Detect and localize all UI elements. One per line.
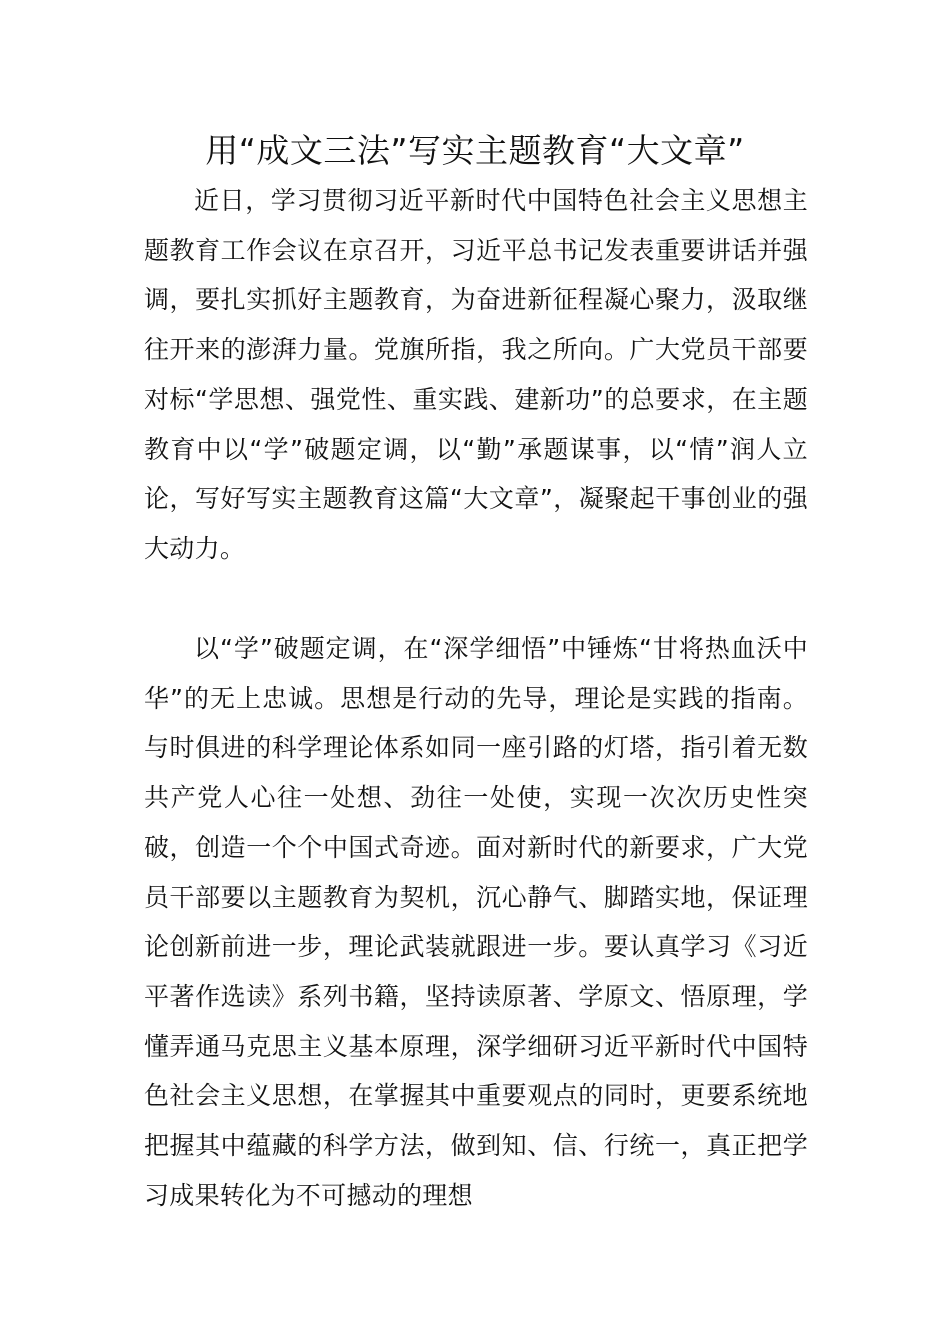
document-title: 用“成文三法”写实主题教育“大文章” — [205, 131, 745, 170]
paragraph-intro: 近日，学习贯彻习近平新时代中国特色社会主义思想主题教育工作会议在京召开，习近平总书记发表重要讲话并强调，要扎实抓好主题教育，为奋进新征程凝心聚力，汲取继往开来的澎湃力量。党旗所指，我之所向。广大党员干部要对标“学思想、强党性、重实践、建新功”的总要求，在主题教育中以“学”破题定调，以“勤”承题谋事，以“情”润人立论，写好写实主题教育这篇“大文章”，凝聚起干事创业的强大动力。 — [144, 186, 808, 563]
paragraph-study: 以“学”破题定调，在“深学细悟”中锤炼“甘将热血沃中华”的无上忠诚。思想是行动的先导，理论是实践的指南。与时俱进的科学理论体系如同一座引路的灯塔，指引着无数共产党人心往一处想、劲往一处使，实现一次次历史性突破，创造一个个中国式奇迹。面对新时代的新要求，广大党员干部要以主题教育为契机，沉心静气、脚踏实地，保证理论创新前进一步，理论武装就跟进一步。要认真学习《习近平著作选读》系列书籍，坚持读原著、学原文、悟原理，学懂弄通马克思主义基本原理，深学细研习近平新时代中国特色社会主义思想，在掌握其中重要观点的同时，更要系统地把握其中蕴藏的科学方法，做到知、信、行统一，真正把学习成果转化为不可撼动的理想 — [144, 634, 808, 1210]
